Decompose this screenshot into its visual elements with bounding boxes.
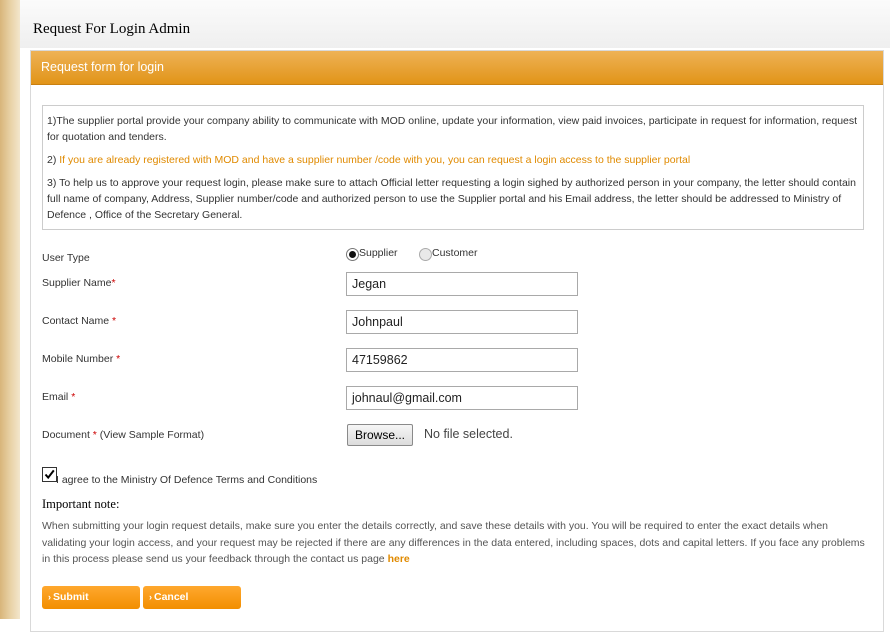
contact-name-label [42, 315, 116, 327]
mobile-number-input[interactable]: 47159862 [346, 348, 578, 372]
document-label-text: Document [42, 429, 93, 441]
agree-terms-label[interactable]: I agree to the Ministry Of Defence Terms and Conditions [56, 474, 318, 486]
info-point-2-prefix: 2) [47, 154, 60, 166]
submit-button[interactable] [42, 586, 140, 609]
panel-header: Request form for login [31, 51, 883, 85]
user-type-label: User Type [42, 252, 90, 264]
agree-checkbox[interactable] [42, 467, 57, 482]
email-input[interactable]: johnaul@gmail.com [346, 386, 578, 410]
required-mark: * [92, 429, 97, 441]
request-form-panel [30, 50, 884, 632]
radio-customer[interactable] [419, 248, 432, 261]
required-mark: * [111, 277, 116, 289]
no-file-text: No file selected. [424, 427, 513, 441]
radio-supplier[interactable] [346, 248, 359, 261]
page-title: Request For Login Admin [33, 21, 191, 37]
info-point-2 [47, 152, 863, 168]
chevron-right-icon: › [149, 592, 152, 602]
mobile-number-label-text: Mobile Number [42, 353, 117, 365]
radio-customer-label[interactable]: Customer [432, 247, 478, 259]
checkmark-icon [43, 468, 56, 481]
email-label-text: Email [42, 391, 72, 403]
paren-close: ) [200, 429, 205, 441]
here-link[interactable]: here [387, 553, 410, 565]
submit-label: Submit [53, 591, 89, 603]
email-label [42, 391, 75, 403]
document-label [42, 429, 204, 441]
supplier-name-label-text: Supplier Name [42, 277, 112, 289]
radio-selected-dot [349, 251, 356, 258]
browse-button[interactable]: Browse... [347, 424, 413, 446]
cancel-button[interactable] [143, 586, 241, 609]
chevron-right-icon: › [48, 592, 51, 602]
cancel-label: Cancel [154, 591, 189, 603]
important-note-text [42, 518, 867, 568]
radio-supplier-label[interactable]: Supplier [359, 247, 398, 259]
supplier-name-label [42, 277, 116, 289]
paren-open: ( [96, 429, 104, 441]
info-box [42, 105, 864, 230]
required-mark: * [116, 353, 121, 365]
required-mark: * [112, 315, 117, 327]
left-decor-strip [0, 0, 20, 619]
mobile-number-label [42, 353, 120, 365]
important-note-body: When submitting your login request details, make sure you enter the details correctly, and save these details with you. You will be required to enter the exact details when validating your login access, and your request may be rejected if there are any differences in the data entered, including spaces, dots and capital letters. If you face any problems in this process please send us your feedback through the contact us page [42, 520, 865, 565]
info-point-2-text: If you are already registered with MOD and have a supplier number /code with you, you can request a login access to the supplier portal [59, 154, 691, 166]
view-sample-format-link[interactable]: View Sample Format [103, 429, 201, 441]
required-mark: * [71, 391, 76, 403]
contact-name-label-text: Contact Name [42, 315, 113, 327]
info-point-3: 3) To help us to approve your request login, please make sure to attach Official letter requesting a login sighed by authorized person in your company, the letter should contain full name of company, Address, Supplier number/code and authorized person to use the Supplier portal and his Email address, the letter should be addressed to Ministry of Defence , Office of the Secretary General. [47, 177, 856, 221]
important-note-title: Important note: [42, 497, 120, 511]
supplier-name-input[interactable]: Jegan [346, 272, 578, 296]
contact-name-input[interactable]: Johnpaul [346, 310, 578, 334]
info-point-1: 1)The supplier portal provide your company ability to communicate with MOD online, update your information, view paid invoices, participate in request for information, request for quotation and tenders. [47, 115, 858, 143]
